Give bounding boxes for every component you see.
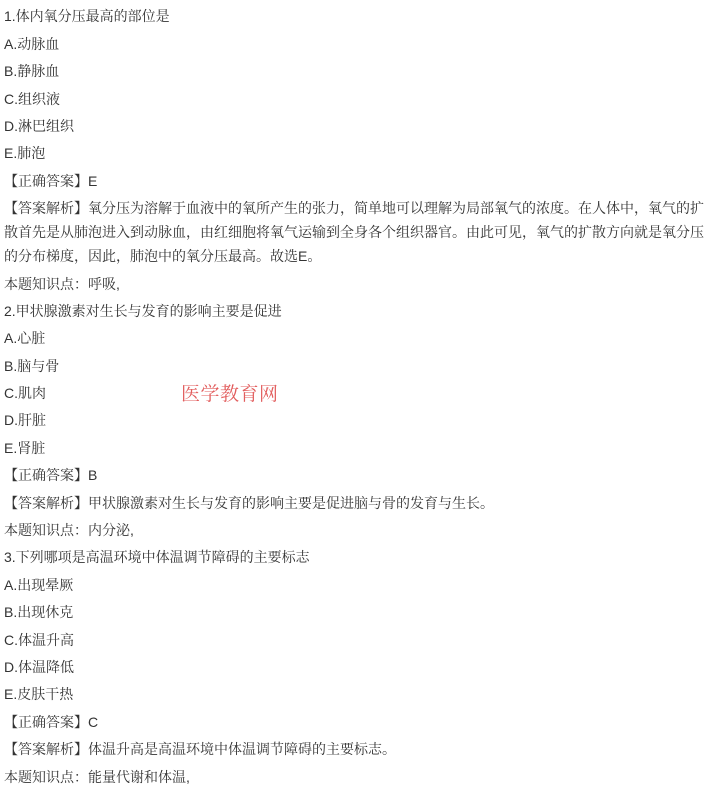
option-d: D.肝脏 [4,412,46,429]
option-c: C.组织液 [4,90,60,107]
site-watermark: 医学教育网 [181,384,279,405]
question-block-3 [4,545,715,788]
question-stem: 1.体内氧分压最高的部位是 [4,8,170,25]
option-b: B.脑与骨 [4,357,60,374]
option-b: B.出现休克 [4,604,74,621]
option-a: A.动脉血 [4,35,60,52]
option-e: E.肺泡 [4,145,46,162]
option-e: E.肾脏 [4,439,46,456]
knowledge-point: 本题知识点：能量代谢和体温, [4,768,190,785]
question-stem: 2.甲状腺激素对生长与发育的影响主要是促进 [4,302,282,319]
question-block-1 [4,4,715,295]
option-b: B.静脉血 [4,63,60,80]
option-e: E.皮肤干热 [4,686,74,703]
answer-explanation: 【答案解析】体温升高是高温环境中体温调节障碍的主要标志。 [4,741,396,758]
option-c: C.体温升高 [4,631,74,648]
question-stem: 3.下列哪项是高温环境中体温调节障碍的主要标志 [4,549,310,566]
option-c: C.肌肉 [4,385,46,402]
correct-answer: 【正确答案】C [4,713,99,730]
correct-answer: 【正确答案】B [4,467,98,484]
option-d: D.体温降低 [4,658,74,675]
option-a: A.心脏 [4,330,46,347]
knowledge-point: 本题知识点：内分泌, [4,522,134,539]
option-d: D.淋巴组织 [4,117,74,134]
answer-explanation: 【答案解析】氧分压为溶解于血液中的氧所产生的张力，简单地可以理解为局部氧气的浓度。在人体中，氧气的扩散首先是从肺泡进入到动脉血，由红细胞将氧气运输到全身各个组织器官。由此可见，氧气的扩散方向就是氧分压的分布梯度，因此，肺泡中的氧分压最高。故选E。 [4,200,704,265]
knowledge-point: 本题知识点：呼吸, [4,275,120,292]
answer-explanation: 【答案解析】甲状腺激素对生长与发育的影响主要是促进脑与骨的发育与生长。 [4,494,494,511]
correct-answer: 【正确答案】E [4,172,98,189]
question-block-2 [4,299,715,542]
option-a: A.出现晕厥 [4,576,74,593]
